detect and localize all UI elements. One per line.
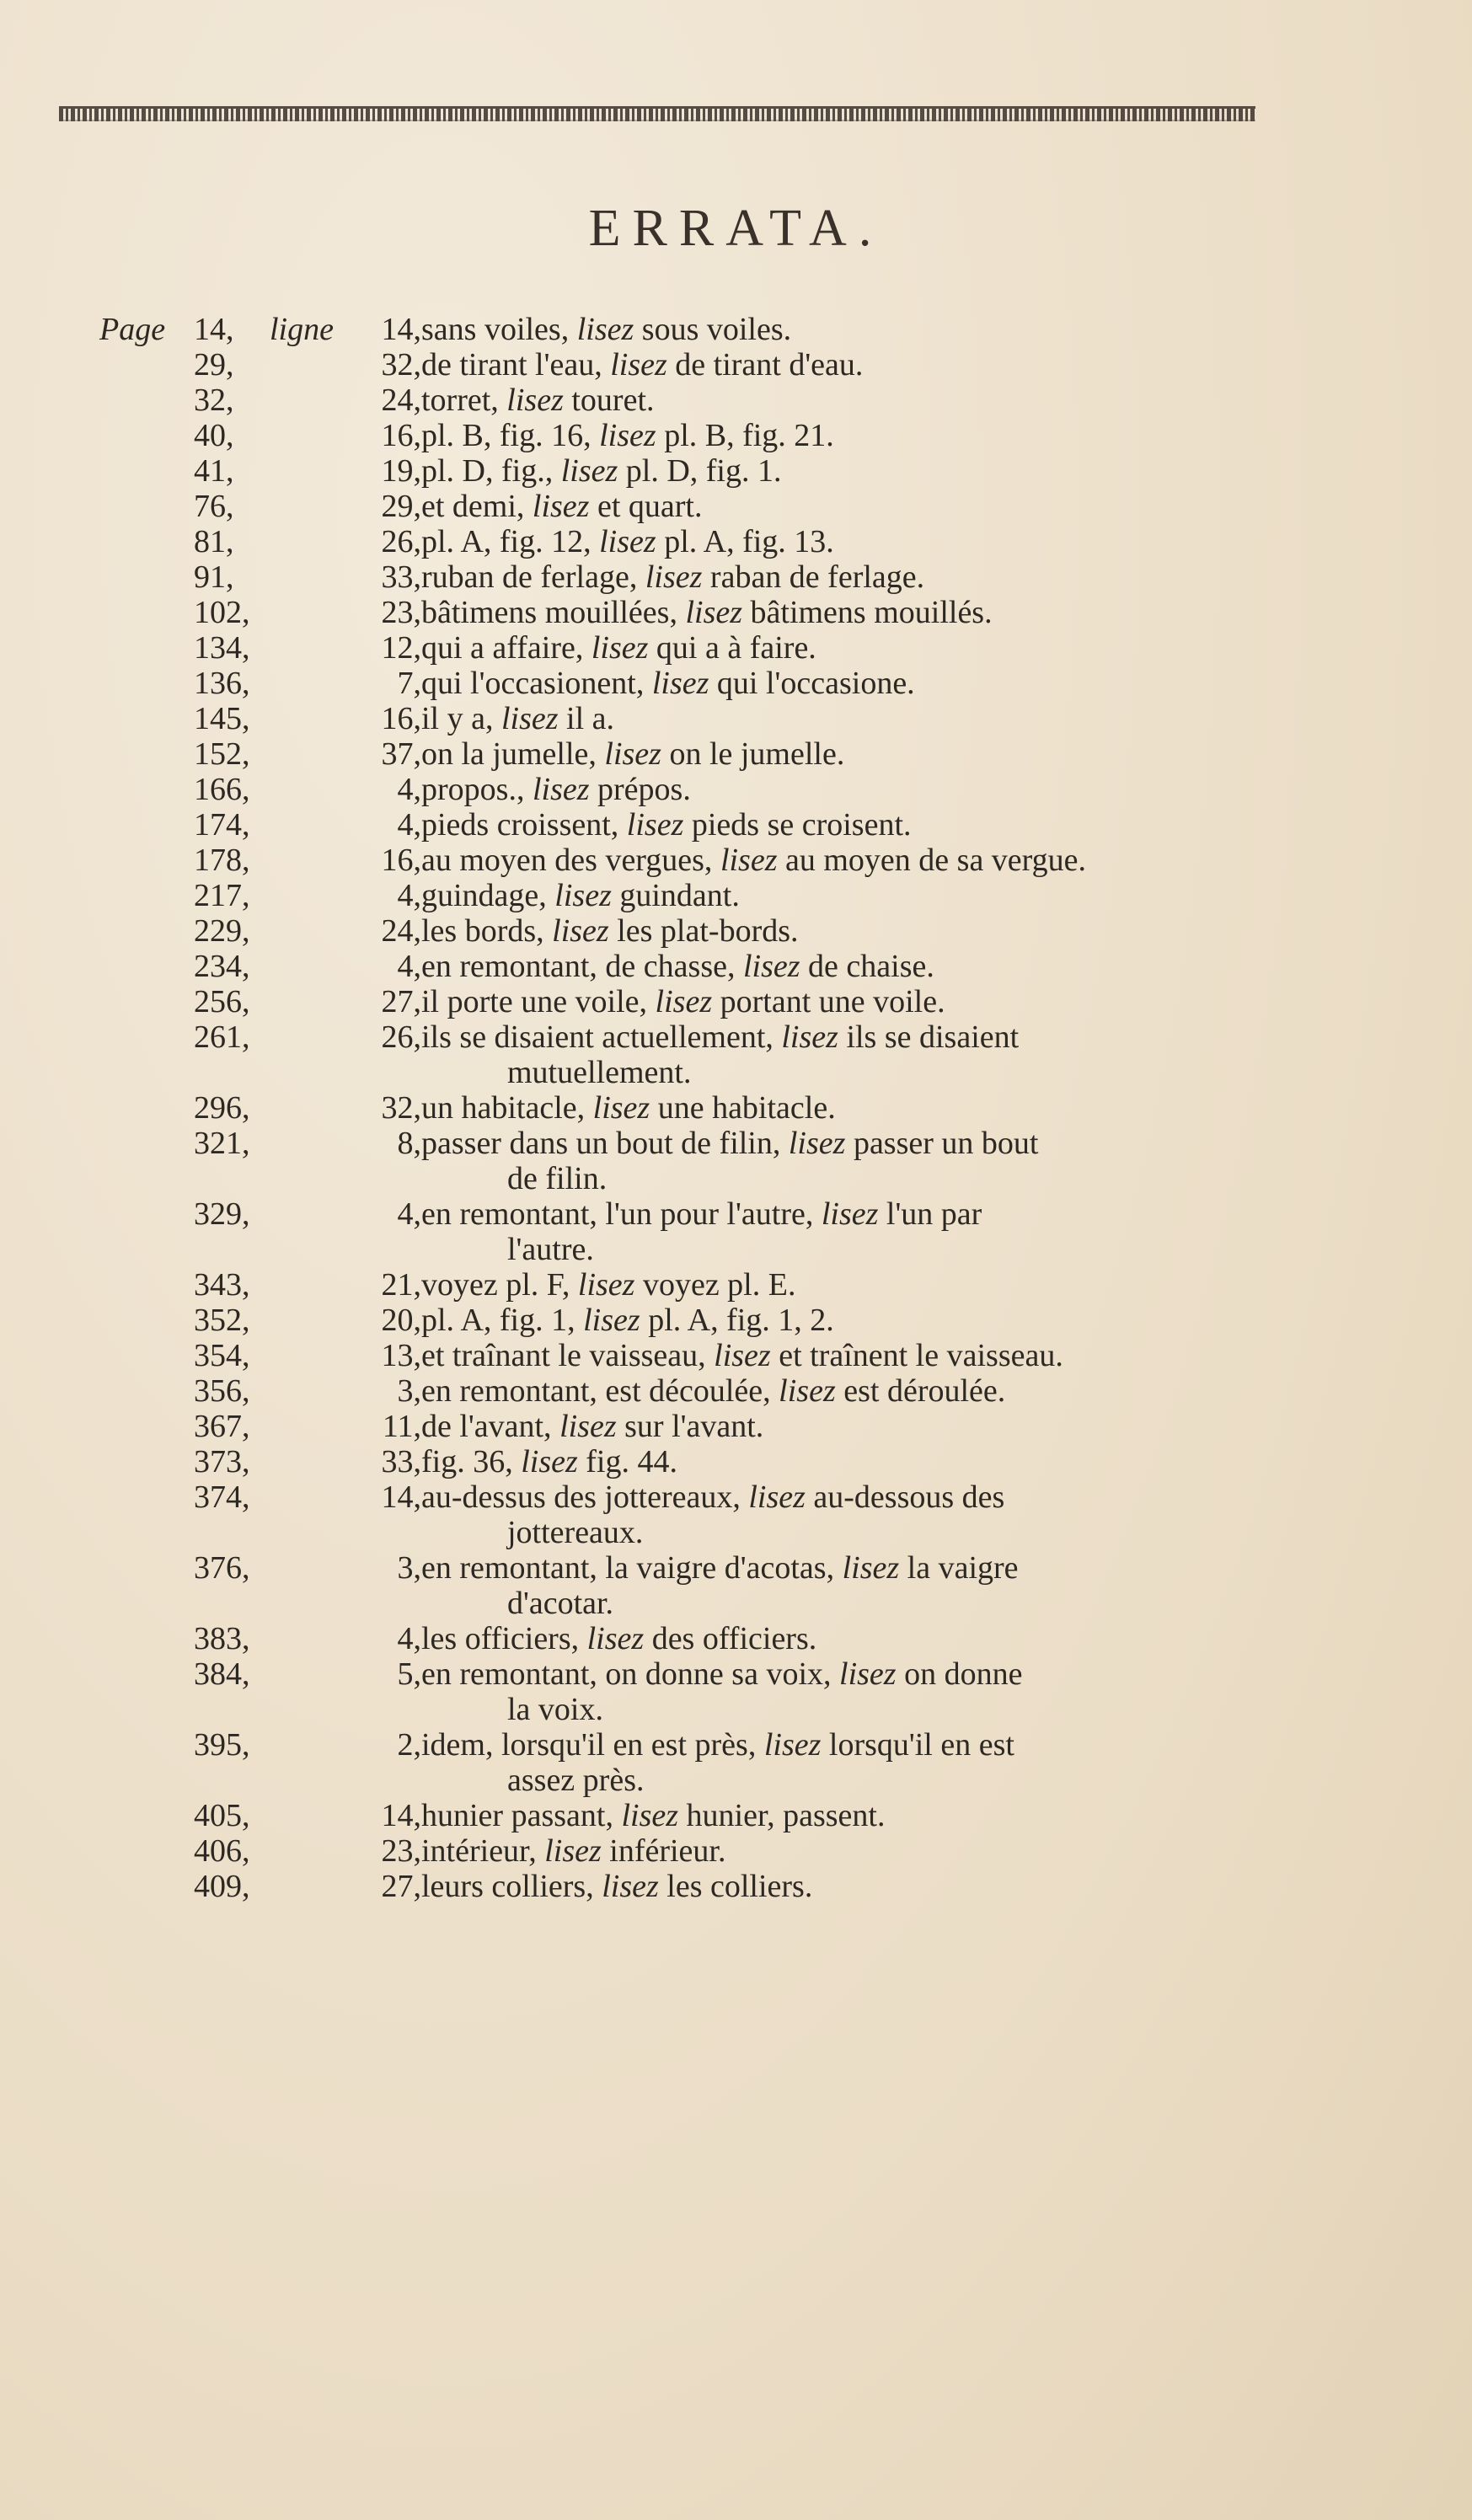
erroneous-text: hunier passant, xyxy=(421,1798,622,1833)
page-number: 40, xyxy=(194,418,234,453)
corrected-text: hunier, passent. xyxy=(678,1798,886,1833)
page-number: 376, xyxy=(194,1550,250,1586)
corrected-text: portant une voile. xyxy=(712,984,945,1019)
line-number: 23, xyxy=(381,595,421,630)
page-number: 384, xyxy=(194,1656,250,1692)
page-number: 32, xyxy=(194,383,234,418)
correction-text xyxy=(421,1727,1264,1763)
lisez-word: lisez xyxy=(592,1090,650,1126)
line-number: 37, xyxy=(381,736,421,772)
errata-entry xyxy=(0,1727,1472,1798)
line-number: 7, xyxy=(397,666,421,701)
line-number: 11, xyxy=(382,1409,421,1444)
page-number: 81, xyxy=(194,524,234,559)
page-number: 356, xyxy=(194,1373,250,1409)
line-number: 19, xyxy=(381,453,421,489)
lisez-word: lisez xyxy=(532,772,590,807)
line-number: 27, xyxy=(381,984,421,1019)
erroneous-text: pl. A, fig. 12, xyxy=(421,524,600,559)
line-number: 4, xyxy=(397,807,421,843)
line-number: 4, xyxy=(397,772,421,807)
erroneous-text: les bords, xyxy=(421,913,553,949)
corrected-text: les colliers. xyxy=(658,1869,813,1904)
lisez-word: lisez xyxy=(610,347,667,383)
errata-entry xyxy=(0,1479,1472,1550)
continuation-text: de filin. xyxy=(507,1161,608,1196)
lisez-word: lisez xyxy=(621,1798,679,1833)
line-number: 14, xyxy=(381,1798,421,1833)
erroneous-text: ils se disaient actuellement, xyxy=(421,1019,782,1055)
errata-entry xyxy=(0,984,1472,1019)
erroneous-text: propos., xyxy=(421,772,533,807)
correction-text xyxy=(421,1479,1264,1515)
corrected-text: fig. 44. xyxy=(577,1444,677,1479)
corrected-text: voyez pl. E. xyxy=(634,1267,796,1303)
page-number: 367, xyxy=(194,1409,250,1444)
page-number: 383, xyxy=(194,1621,250,1656)
corrected-text: une habitacle. xyxy=(650,1090,836,1126)
continuation-text: l'autre. xyxy=(507,1232,594,1267)
corrected-text: touret. xyxy=(563,383,655,418)
line-number: 4, xyxy=(397,1196,421,1232)
corrected-text: au moyen de sa vergue. xyxy=(777,843,1087,878)
corrected-text: il a. xyxy=(558,701,615,736)
lisez-word: lisez xyxy=(788,1126,846,1161)
corrected-text: et quart. xyxy=(589,489,703,524)
erroneous-text: fig. 36, xyxy=(421,1444,522,1479)
correction-text xyxy=(421,453,1264,489)
line-number: 32, xyxy=(381,347,421,383)
lisez-word: lisez xyxy=(685,595,743,630)
erroneous-text: et traînant le vaisseau, xyxy=(421,1338,715,1373)
page-number: 352, xyxy=(194,1303,250,1338)
errata-entry xyxy=(0,1126,1472,1196)
errata-entry xyxy=(0,1338,1472,1373)
line-number: 24, xyxy=(381,913,421,949)
page-number: 152, xyxy=(194,736,250,772)
erroneous-text: il porte une voile, xyxy=(421,984,656,1019)
page-title: ERRATA. xyxy=(588,200,884,257)
erroneous-text: qui a affaire, xyxy=(421,630,591,666)
line-number: 8, xyxy=(397,1126,421,1161)
page-number: 395, xyxy=(194,1727,250,1763)
page-number: 14, xyxy=(194,312,234,347)
errata-entry xyxy=(0,453,1472,489)
line-number: 13, xyxy=(381,1338,421,1373)
line-number: 2, xyxy=(397,1727,421,1763)
page-number: 234, xyxy=(194,949,250,984)
lisez-word: lisez xyxy=(626,807,684,843)
correction-text xyxy=(421,559,1264,595)
errata-entry xyxy=(0,949,1472,984)
lisez-word: lisez xyxy=(583,1303,640,1338)
errata-entry xyxy=(0,1196,1472,1267)
corrected-text: raban de ferlage. xyxy=(702,559,925,595)
correction-text xyxy=(421,1267,1264,1303)
corrected-text: sur l'avant. xyxy=(616,1409,764,1444)
erroneous-text: en remontant, est découlée, xyxy=(421,1373,779,1409)
lisez-word: lisez xyxy=(560,453,618,489)
errata-entry xyxy=(0,1303,1472,1338)
line-number: 16, xyxy=(381,418,421,453)
corrected-text: passer un bout xyxy=(845,1126,1039,1161)
continuation-text: jottereaux. xyxy=(507,1515,644,1550)
page-number: 174, xyxy=(194,807,250,843)
lisez-word: lisez xyxy=(521,1444,578,1479)
page-number: 409, xyxy=(194,1869,250,1904)
erroneous-text: un habitacle, xyxy=(421,1090,593,1126)
errata-entry xyxy=(0,559,1472,595)
lisez-word: lisez xyxy=(576,312,634,347)
page-number: 166, xyxy=(194,772,250,807)
page-number: 145, xyxy=(194,701,250,736)
corrected-text: ils se disaient xyxy=(838,1019,1020,1055)
errata-entry xyxy=(0,1267,1472,1303)
errata-entry xyxy=(0,1090,1472,1126)
erroneous-text: voyez pl. F, xyxy=(421,1267,578,1303)
correction-text xyxy=(421,1338,1264,1373)
corrected-text: pl. B, fig. 21. xyxy=(656,418,834,453)
page-number: 329, xyxy=(194,1196,250,1232)
erroneous-text: au moyen des vergues, xyxy=(421,843,720,878)
correction-text xyxy=(421,984,1264,1019)
line-number: 4, xyxy=(397,878,421,913)
correction-text xyxy=(421,1409,1264,1444)
continuation-text: mutuellement. xyxy=(507,1055,692,1090)
corrected-text: pl. A, fig. 1, 2. xyxy=(640,1303,834,1338)
errata-entry xyxy=(0,595,1472,630)
correction-text xyxy=(421,1444,1264,1479)
page-number: 343, xyxy=(194,1267,250,1303)
corrected-text: inférieur. xyxy=(601,1833,726,1869)
correction-text xyxy=(421,1621,1264,1656)
errata-entry xyxy=(0,347,1472,383)
lisez-word: lisez xyxy=(645,559,703,595)
erroneous-text: les officiers, xyxy=(421,1621,587,1656)
lisez-word: lisez xyxy=(559,1409,617,1444)
errata-entry xyxy=(0,489,1472,524)
corrected-text: et traînent le vaisseau. xyxy=(770,1338,1063,1373)
correction-text xyxy=(421,701,1264,736)
line-number: 26, xyxy=(381,524,421,559)
correction-text xyxy=(421,312,1264,347)
corrected-text: l'un par xyxy=(878,1196,982,1232)
lisez-word: lisez xyxy=(591,630,649,666)
erroneous-text: idem, lorsqu'il en est près, xyxy=(421,1727,764,1763)
errata-entry xyxy=(0,772,1472,807)
line-number: 3, xyxy=(397,1373,421,1409)
correction-text xyxy=(421,1126,1264,1161)
lisez-word: lisez xyxy=(577,1267,635,1303)
correction-text xyxy=(421,524,1264,559)
errata-entry xyxy=(0,1409,1472,1444)
lisez-word: lisez xyxy=(651,666,709,701)
erroneous-text: en remontant, de chasse, xyxy=(421,949,743,984)
corrected-text: au-dessous des xyxy=(805,1479,1005,1515)
lisez-word: lisez xyxy=(781,1019,838,1055)
line-number: 27, xyxy=(381,1869,421,1904)
corrected-text: est déroulée. xyxy=(835,1373,1006,1409)
errata-entry xyxy=(0,878,1472,913)
correction-text xyxy=(421,772,1264,807)
correction-text xyxy=(421,1798,1264,1833)
corrected-text: bâtimens mouillés. xyxy=(742,595,993,630)
page-number: 136, xyxy=(194,666,250,701)
corrected-text: de tirant d'eau. xyxy=(666,347,864,383)
page-number: 134, xyxy=(194,630,250,666)
line-number: 23, xyxy=(381,1833,421,1869)
header-ornament xyxy=(59,106,1255,121)
corrected-text: pl. A, fig. 13. xyxy=(656,524,834,559)
correction-text xyxy=(421,666,1264,701)
errata-entry xyxy=(0,666,1472,701)
errata-entry xyxy=(0,312,1472,347)
correction-text xyxy=(421,1656,1264,1692)
lisez-word: lisez xyxy=(506,383,564,418)
erroneous-text: intérieur, xyxy=(421,1833,545,1869)
line-number: 16, xyxy=(381,843,421,878)
page-number: 354, xyxy=(194,1338,250,1373)
page-label: Page xyxy=(99,312,166,347)
lisez-word: lisez xyxy=(554,878,612,913)
line-number: 29, xyxy=(381,489,421,524)
erroneous-text: de tirant l'eau, xyxy=(421,347,611,383)
correction-text xyxy=(421,418,1264,453)
erroneous-text: au-dessus des jottereaux, xyxy=(421,1479,749,1515)
page-number: 321, xyxy=(194,1126,250,1161)
lisez-word: lisez xyxy=(842,1550,900,1586)
erroneous-text: on la jumelle, xyxy=(421,736,605,772)
lisez-word: lisez xyxy=(500,701,559,736)
erroneous-text: pieds croissent, xyxy=(421,807,627,843)
lisez-word: lisez xyxy=(552,913,609,949)
erroneous-text: leurs colliers, xyxy=(421,1869,602,1904)
line-number: 26, xyxy=(381,1019,421,1055)
erroneous-text: de l'avant, xyxy=(421,1409,560,1444)
erroneous-text: en remontant, on donne sa voix, xyxy=(421,1656,840,1692)
correction-text xyxy=(421,1196,1264,1232)
lisez-word: lisez xyxy=(586,1621,645,1656)
line-number: 20, xyxy=(381,1303,421,1338)
corrected-text: on donne xyxy=(896,1656,1023,1692)
correction-text xyxy=(421,1019,1264,1055)
correction-text xyxy=(421,1303,1264,1338)
page-number: 91, xyxy=(194,559,234,595)
errata-entry xyxy=(0,1833,1472,1869)
page-number: 178, xyxy=(194,843,250,878)
line-number: 14, xyxy=(381,1479,421,1515)
line-number: 14, xyxy=(381,312,421,347)
page-number: 256, xyxy=(194,984,250,1019)
errata-entry xyxy=(0,913,1472,949)
erroneous-text: bâtimens mouillées, xyxy=(421,595,686,630)
correction-text xyxy=(421,1833,1264,1869)
line-number: 4, xyxy=(397,949,421,984)
lisez-word: lisez xyxy=(604,736,661,772)
lisez-word: lisez xyxy=(742,949,800,984)
correction-text xyxy=(421,807,1264,843)
lisez-word: lisez xyxy=(763,1727,822,1763)
lisez-word: lisez xyxy=(748,1479,806,1515)
corrected-text: des officiers. xyxy=(644,1621,817,1656)
page-number: 29, xyxy=(194,347,234,383)
lisez-word: lisez xyxy=(821,1196,879,1232)
erroneous-text: ruban de ferlage, xyxy=(421,559,645,595)
correction-text xyxy=(421,736,1264,772)
errata-entry xyxy=(0,1656,1472,1727)
errata-entry xyxy=(0,1621,1472,1656)
correction-text xyxy=(421,878,1264,913)
correction-text xyxy=(421,595,1264,630)
line-number: 12, xyxy=(381,630,421,666)
errata-entry xyxy=(0,1550,1472,1621)
erroneous-text: qui l'occasionent, xyxy=(421,666,652,701)
errata-entry xyxy=(0,843,1472,878)
errata-entry xyxy=(0,418,1472,453)
page-number: 373, xyxy=(194,1444,250,1479)
page-number: 406, xyxy=(194,1833,250,1869)
correction-text xyxy=(421,913,1264,949)
errata-entry xyxy=(0,630,1472,666)
correction-text xyxy=(421,383,1264,418)
errata-entry xyxy=(0,807,1472,843)
corrected-text: qui l'occasione. xyxy=(709,666,915,701)
erroneous-text: en remontant, l'un pour l'autre, xyxy=(421,1196,822,1232)
errata-entry xyxy=(0,1019,1472,1090)
errata-entry xyxy=(0,1373,1472,1409)
page-number: 41, xyxy=(194,453,234,489)
errata-entry xyxy=(0,1869,1472,1904)
erroneous-text: torret, xyxy=(421,383,507,418)
lisez-word: lisez xyxy=(599,418,656,453)
corrected-text: sous voiles. xyxy=(634,312,792,347)
page-number: 76, xyxy=(194,489,234,524)
corrected-text: de chaise. xyxy=(800,949,934,984)
corrected-text: guindant. xyxy=(611,878,740,913)
errata-entry xyxy=(0,1444,1472,1479)
errata-entry xyxy=(0,524,1472,559)
corrected-text: qui a à faire. xyxy=(648,630,816,666)
errata-entry xyxy=(0,1798,1472,1833)
correction-text xyxy=(421,630,1264,666)
erroneous-text: et demi, xyxy=(421,489,533,524)
line-number: 4, xyxy=(397,1621,421,1656)
errata-entry xyxy=(0,383,1472,418)
erroneous-text: pl. A, fig. 1, xyxy=(421,1303,584,1338)
corrected-text: pieds se croisent. xyxy=(683,807,912,843)
erroneous-text: pl. B, fig. 16, xyxy=(421,418,600,453)
erroneous-text: sans voiles, xyxy=(421,312,577,347)
correction-text xyxy=(421,1550,1264,1586)
page-number: 405, xyxy=(194,1798,250,1833)
lisez-word: lisez xyxy=(655,984,713,1019)
erroneous-text: en remontant, la vaigre d'acotas, xyxy=(421,1550,843,1586)
line-number: 24, xyxy=(381,383,421,418)
corrected-text: la vaigre xyxy=(899,1550,1019,1586)
line-number: 21, xyxy=(381,1267,421,1303)
correction-text xyxy=(421,1869,1264,1904)
errata-entry xyxy=(0,701,1472,736)
line-number: 33, xyxy=(381,559,421,595)
continuation-text: la voix. xyxy=(507,1692,603,1727)
correction-text xyxy=(421,1373,1264,1409)
page-number: 102, xyxy=(194,595,250,630)
erroneous-text: il y a, xyxy=(421,701,501,736)
errata-entry xyxy=(0,736,1472,772)
correction-text xyxy=(421,949,1264,984)
erroneous-text: guindage, xyxy=(421,878,555,913)
lisez-word: lisez xyxy=(602,1869,659,1904)
page-number: 261, xyxy=(194,1019,250,1055)
corrected-text: lorsqu'il en est xyxy=(821,1727,1014,1763)
lisez-word: lisez xyxy=(720,843,778,878)
lisez-word: lisez xyxy=(599,524,656,559)
lisez-word: lisez xyxy=(544,1833,602,1869)
page-number: 229, xyxy=(194,913,250,949)
corrected-text: on le jumelle. xyxy=(661,736,845,772)
erroneous-text: passer dans un bout de filin, xyxy=(421,1126,789,1161)
correction-text xyxy=(421,1090,1264,1126)
correction-text xyxy=(421,489,1264,524)
continuation-text: d'acotar. xyxy=(507,1586,614,1621)
corrected-text: pl. D, fig. 1. xyxy=(618,453,782,489)
continuation-text: assez près. xyxy=(507,1763,645,1798)
line-number: 3, xyxy=(397,1550,421,1586)
line-number: 32, xyxy=(381,1090,421,1126)
page-number: 296, xyxy=(194,1090,250,1126)
lisez-word: lisez xyxy=(779,1373,836,1409)
line-number: 33, xyxy=(381,1444,421,1479)
corrected-text: les plat-bords. xyxy=(608,913,799,949)
erroneous-text: pl. D, fig., xyxy=(421,453,561,489)
page-number: 374, xyxy=(194,1479,250,1515)
line-number: 5, xyxy=(397,1656,421,1692)
corrected-text: prépos. xyxy=(589,772,691,807)
lisez-word: lisez xyxy=(839,1656,897,1692)
lisez-word: lisez xyxy=(714,1338,771,1373)
line-number: 16, xyxy=(381,701,421,736)
page-number: 217, xyxy=(194,878,250,913)
lisez-word: lisez xyxy=(532,489,590,524)
correction-text xyxy=(421,843,1264,878)
correction-text xyxy=(421,347,1264,383)
ligne-label: ligne xyxy=(270,312,334,347)
